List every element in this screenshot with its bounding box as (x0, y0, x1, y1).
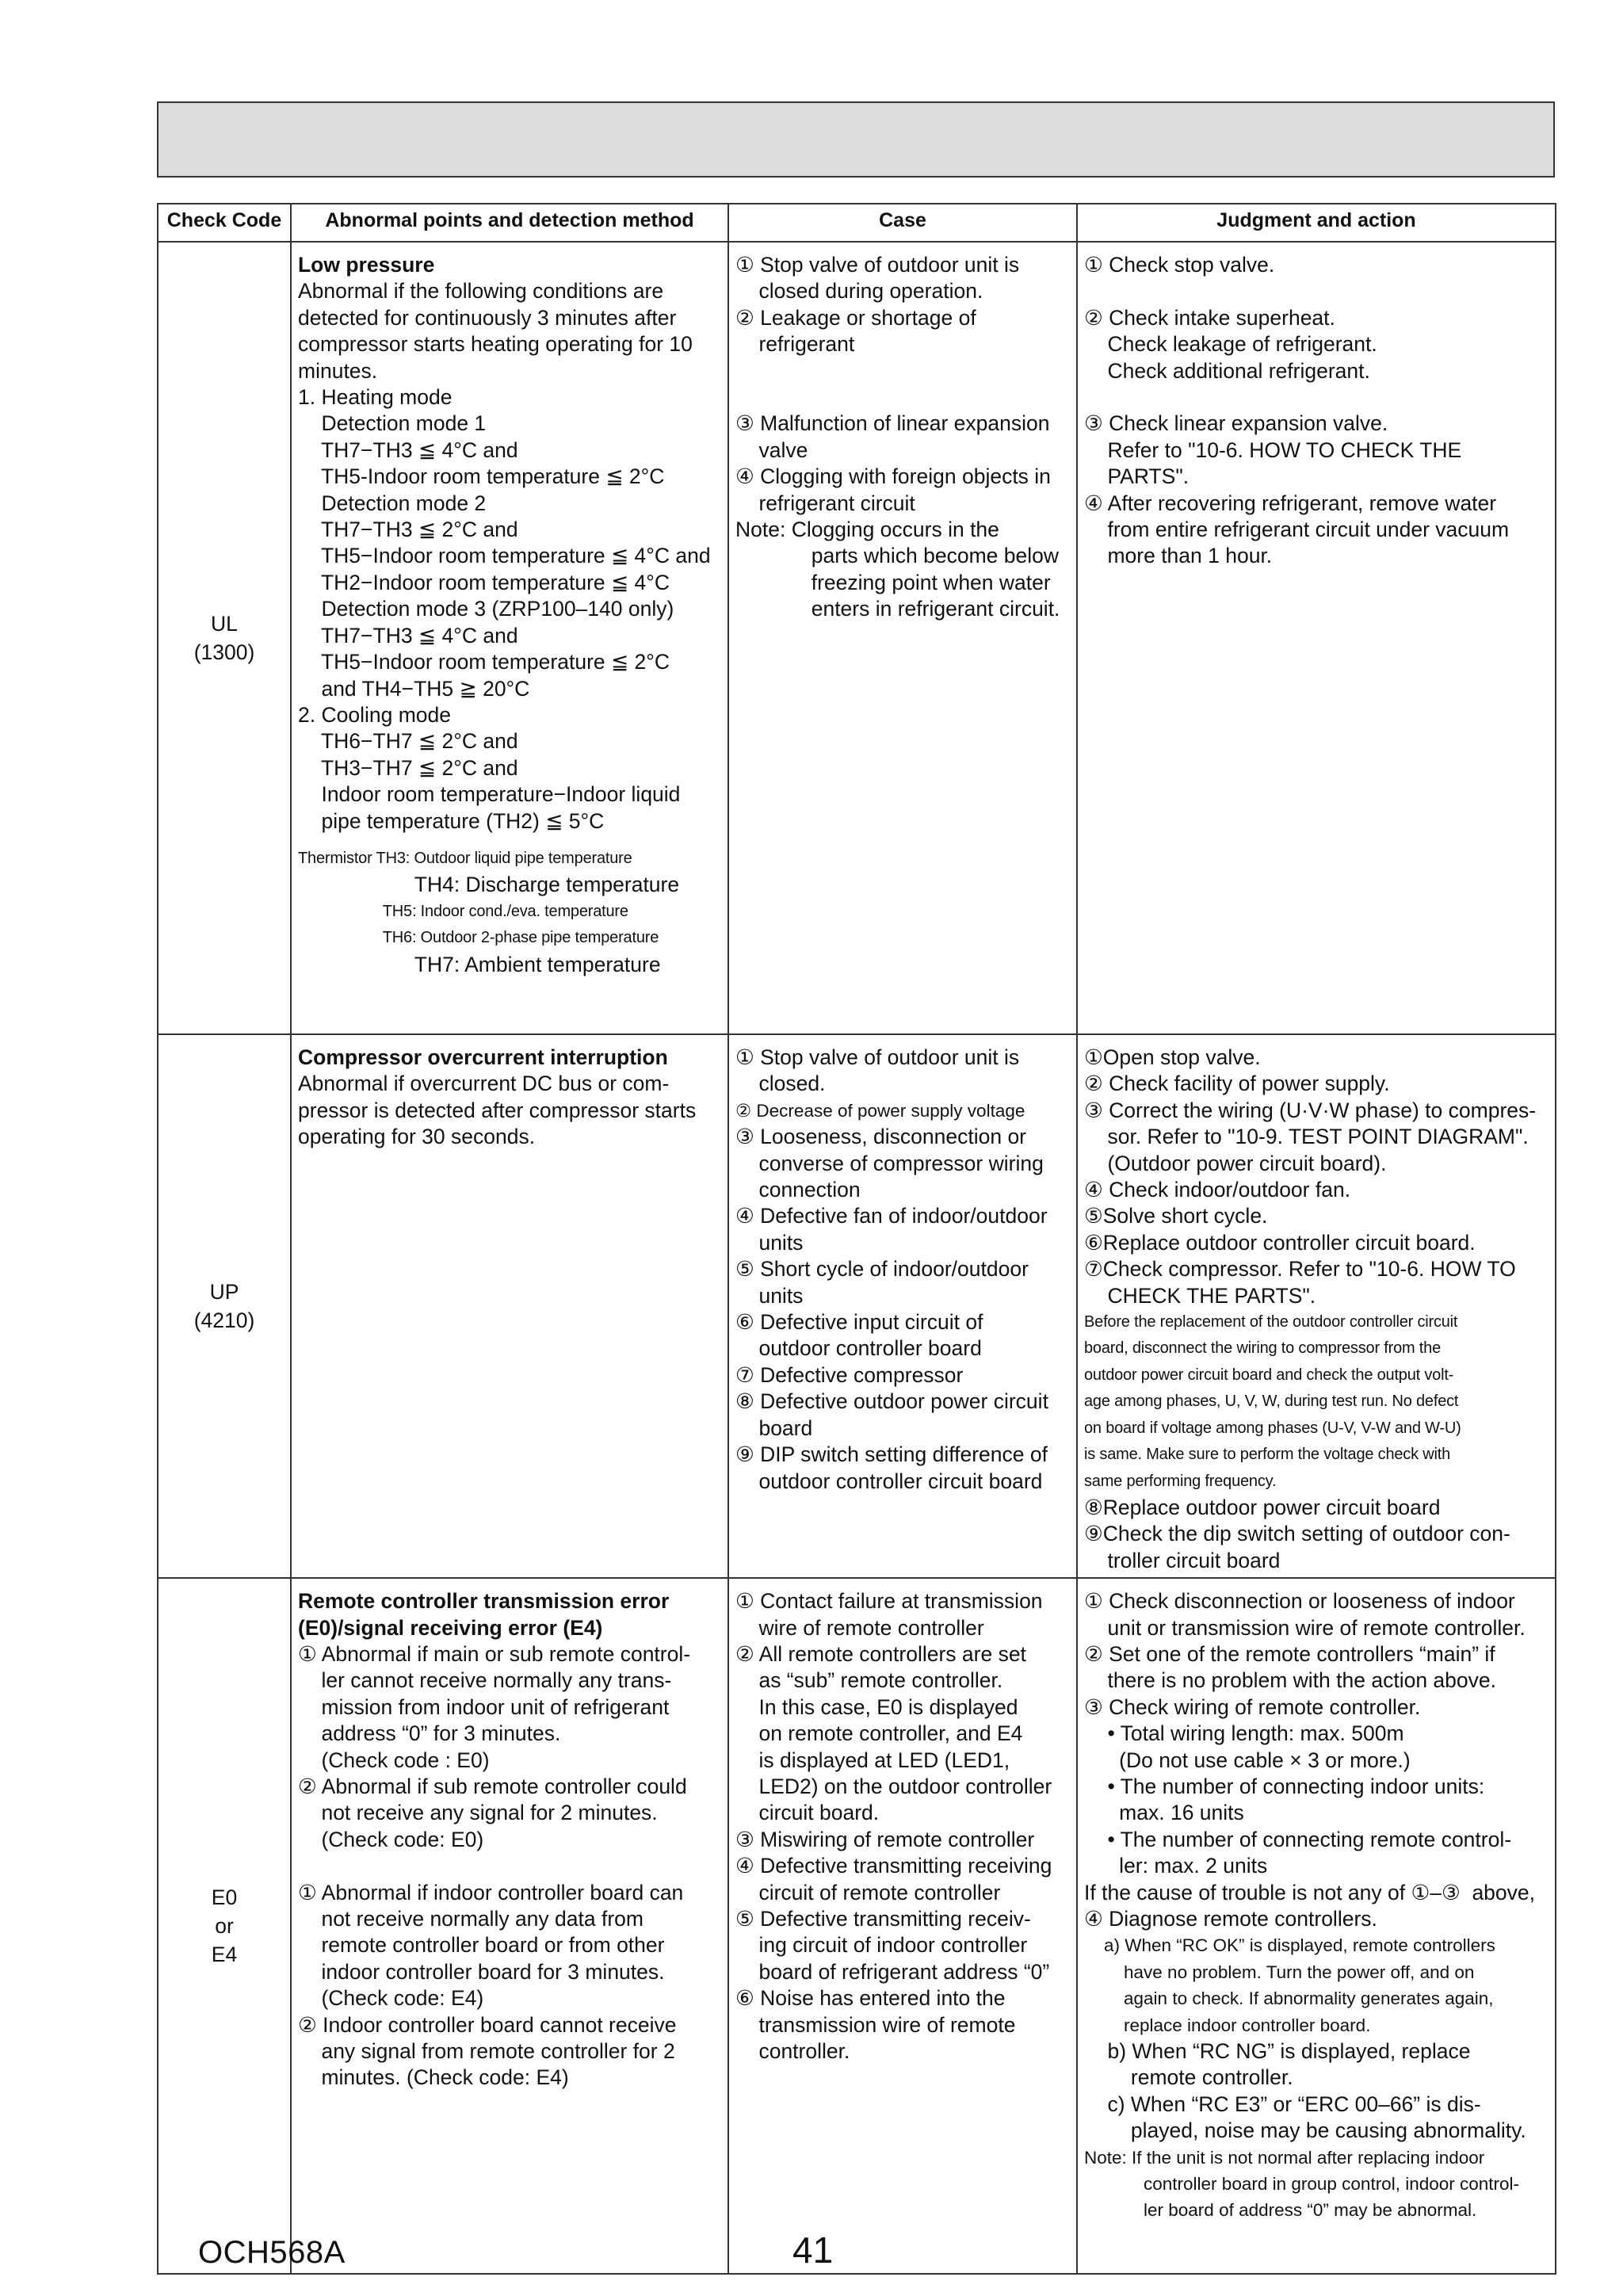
text-line: ⑤ Defective transmitting receiv- (735, 1907, 1031, 1931)
text-line: ⑦ Defective compressor (735, 1362, 964, 1387)
text-line: TH5−Indoor room temperature ≦ 4°C and (298, 544, 711, 568)
text-line: is displayed at LED (LED1, (735, 1748, 1010, 1772)
text-line: outdoor controller board (735, 1336, 982, 1361)
header-bar (157, 101, 1555, 178)
text-line: ①Open stop valve. (1084, 1045, 1261, 1069)
text-line: have no problem. Turn the power off, and on (1084, 1962, 1475, 1982)
text-line: ③ Malfunction of linear expansion (735, 411, 1050, 436)
judgment-cell (1077, 242, 1556, 1034)
text-line: ① Abnormal if main or sub remote control- (298, 1641, 691, 1666)
text-line: compressor starts heating operating for 10 (298, 332, 693, 357)
text-line: ing circuit of indoor controller (735, 1933, 1028, 1958)
text-line: controller. (735, 2039, 850, 2064)
text-line: TH5−Indoor room temperature ≦ 2°C (298, 650, 670, 674)
text-line: played, noise may be causing abnormality. (1084, 2118, 1526, 2143)
text-line: ② Set one of the remote controllers “main” if (1084, 1641, 1495, 1666)
text-line: (4210) (193, 1308, 255, 1333)
text-line: ③ Correct the wiring (U·V·W phase) to compres- (1084, 1098, 1537, 1122)
text-line: on board if voltage among phases (U-V, V-W and W-U) (1084, 1419, 1461, 1437)
text-line: board of refrigerant address “0” (735, 1959, 1050, 1984)
text-line (1084, 384, 1549, 411)
text-line (735, 358, 1070, 384)
text-line: wire of remote controller (735, 1615, 984, 1640)
text-line: more than 1 hour. (1084, 544, 1273, 568)
text-line: max. 16 units (1084, 1801, 1244, 1825)
text-line: ④ Defective transmitting receiving (735, 1854, 1052, 1878)
text-line: ler cannot receive normally any trans- (298, 1668, 672, 1693)
col-header-abnormal-points: Abnormal points and detection method (291, 204, 728, 242)
text-line: TH3−TH7 ≦ 2°C and (298, 755, 518, 780)
text-line: (Check code : E0) (298, 1748, 490, 1772)
text-line: TH7−TH3 ≦ 4°C and (298, 437, 518, 462)
table-row-ul (158, 242, 1556, 1034)
text-line: ④ Check indoor/outdoor fan. (1084, 1178, 1351, 1202)
text-line: from entire refrigerant circuit under vacuum (1084, 518, 1510, 542)
text-line: E4 (211, 1943, 238, 1967)
text-line: pipe temperature (TH2) ≦ 5°C (298, 808, 605, 833)
text-line: TH5: Indoor cond./eva. temperature (298, 902, 628, 920)
col-header-judgment: Judgment and action (1077, 204, 1556, 242)
case-cell (728, 1578, 1077, 2274)
text-line: address “0” for 3 minutes. (298, 1721, 561, 1746)
text-line: ② All remote controllers are set (735, 1641, 1026, 1666)
text-line: Abnormal if overcurrent DC bus or com- (298, 1072, 670, 1096)
text-line: troller circuit board (1084, 1548, 1281, 1572)
text-line: Compressor overcurrent interruption (298, 1045, 668, 1069)
text-line: TH7−TH3 ≦ 2°C and (298, 518, 518, 542)
text-line: units (735, 1283, 804, 1308)
text-line: ④ After recovering refrigerant, remove water (1084, 491, 1497, 515)
text-line: detected for continuously 3 minutes after (298, 305, 677, 330)
text-line: not receive any signal for 2 minutes. (298, 1801, 658, 1825)
text-line: valve (735, 437, 808, 462)
document-code: OCH568A (198, 2235, 346, 2270)
text-line: 1. Heating mode (298, 385, 453, 410)
abnormal-points-cell (291, 1034, 728, 1578)
text-line: ⑤Solve short cycle. (1084, 1204, 1268, 1228)
text-line: TH7−TH3 ≦ 4°C and (298, 623, 518, 648)
text-line: E0 (211, 1885, 238, 1910)
text-line: (Do not use cable × 3 or more.) (1084, 1748, 1411, 1772)
text-line: ① Stop valve of outdoor unit is (735, 253, 1020, 277)
text-line: Before the replacement of the outdoor controller circuit (1084, 1313, 1458, 1331)
text-line: LED2) on the outdoor controller (735, 1774, 1052, 1798)
text-line: connection (735, 1178, 861, 1202)
check-code-cell (158, 1578, 291, 2274)
text-line: ⑥Replace outdoor controller circuit board. (1084, 1230, 1476, 1255)
text-line: controller board in group control, indoor control- (1084, 2174, 1520, 2195)
text-line: ⑥ Defective input circuit of (735, 1310, 983, 1335)
text-line: ① Check stop valve. (1084, 253, 1275, 277)
text-line: units (735, 1230, 804, 1255)
text-line: CHECK THE PARTS". (1084, 1283, 1316, 1308)
troubleshooting-table (157, 203, 1556, 2275)
text-line: If the cause of trouble is not any of ①–③ above, (1084, 1880, 1536, 1904)
case-cell (728, 1034, 1077, 1578)
text-line: sor. Refer to "10-9. TEST POINT DIAGRAM". (1084, 1125, 1529, 1149)
check-code-cell (158, 1034, 291, 1578)
text-line: Thermistor TH3: Outdoor liquid pipe temperature (298, 849, 632, 867)
text-line: Check leakage of refrigerant. (1084, 332, 1377, 357)
text-line: TH4: Discharge temperature (298, 873, 680, 897)
text-line: (Check code: E0) (298, 1827, 484, 1851)
text-line: • The number of connecting remote control- (1084, 1827, 1512, 1851)
table-row-up (158, 1034, 1556, 1578)
text-line: minutes. (Check code: E4) (298, 2065, 569, 2090)
text-line: remote controller. (1084, 2065, 1293, 2090)
text-line: age among phases, U, V, W, during test run. No defect (1084, 1392, 1459, 1411)
text-line: circuit of remote controller (735, 1880, 1001, 1904)
text-line: ② Check facility of power supply. (1084, 1072, 1390, 1096)
text-line: ler: max. 2 units (1084, 1854, 1268, 1878)
text-line: Detection mode 1 (298, 411, 487, 436)
text-line: (E0)/signal receiving error (E4) (298, 1615, 603, 1640)
judgment-cell (1077, 1034, 1556, 1578)
text-line: ② Check intake superheat. (1084, 305, 1335, 330)
text-line: any signal from remote controller for 2 (298, 2039, 675, 2064)
text-line: ⑧ Defective outdoor power circuit (735, 1389, 1048, 1414)
abnormal-points-cell (291, 1578, 728, 2274)
table-row-e0-e4 (158, 1578, 1556, 2274)
text-line: Detection mode 3 (ZRP100–140 only) (298, 597, 674, 621)
text-line: ④ Defective fan of indoor/outdoor (735, 1204, 1048, 1228)
col-header-check-code: Check Code (158, 204, 291, 242)
text-line: replace indoor controller board. (1084, 2015, 1371, 2035)
text-line: TH7: Ambient temperature (298, 952, 661, 976)
text-line: closed. (735, 1072, 826, 1096)
text-line: ⑦Check compressor. Refer to "10-6. HOW TO (1084, 1257, 1516, 1282)
text-line: board (735, 1415, 813, 1440)
text-line: • Total wiring length: max. 500m (1084, 1721, 1404, 1746)
text-line: TH2−Indoor room temperature ≦ 4°C (298, 570, 670, 594)
table-header-row (158, 204, 1556, 242)
text-line: TH6: Outdoor 2-phase pipe temperature (298, 929, 659, 947)
text-line: refrigerant (735, 332, 855, 357)
text-line: ③ Miswiring of remote controller (735, 1827, 1035, 1851)
text-line: Remote controller transmission error (298, 1589, 670, 1614)
col-header-case: Case (728, 204, 1077, 242)
text-line: parts which become below (735, 544, 1059, 568)
case-cell (728, 242, 1077, 1034)
text-line: PARTS". (1084, 464, 1190, 489)
text-line (298, 1853, 721, 1879)
text-line: ⑤ Short cycle of indoor/outdoor (735, 1257, 1029, 1282)
text-line: (1300) (193, 640, 255, 664)
text-line: operating for 30 seconds. (298, 1125, 536, 1149)
text-line: freezing point when water (735, 570, 1051, 594)
text-line: Note: Clogging occurs in the (735, 518, 999, 542)
text-line: as “sub” remote controller. (735, 1668, 1003, 1693)
text-line: same performing frequency. (1084, 1472, 1277, 1490)
page-number: 41 (792, 2229, 834, 2271)
text-line: • The number of connecting indoor units: (1084, 1774, 1485, 1798)
text-line: remote controller board or from other (298, 1933, 665, 1958)
text-line: closed during operation. (735, 279, 983, 304)
text-line: on remote controller, and E4 (735, 1721, 1023, 1746)
abnormal-points-cell (291, 242, 728, 1034)
text-line: ② Decrease of power supply voltage (735, 1100, 1025, 1121)
text-line: ④ Clogging with foreign objects in (735, 464, 1051, 489)
text-line: outdoor power circuit board and check the output volt- (1084, 1366, 1454, 1384)
text-line: Refer to "10-6. HOW TO CHECK THE (1084, 437, 1462, 462)
text-line: ③ Looseness, disconnection or (735, 1125, 1027, 1149)
text-line: or (215, 1914, 234, 1939)
text-line: pressor is detected after compressor starts (298, 1098, 697, 1122)
text-line: ⑥ Noise has entered into the (735, 1986, 1006, 2011)
text-line: unit or transmission wire of remote controller. (1084, 1615, 1526, 1640)
text-line: In this case, E0 is displayed (735, 1694, 1018, 1719)
text-line: circuit board. (735, 1801, 880, 1825)
text-line: ③ Check wiring of remote controller. (1084, 1694, 1421, 1719)
text-line: board, disconnect the wiring to compressor from the (1084, 1339, 1442, 1358)
text-line: TH5-Indoor room temperature ≦ 2°C (298, 464, 665, 489)
text-line: ② Abnormal if sub remote controller could (298, 1774, 687, 1798)
text-line: ⑨Check the dip switch setting of outdoor con- (1084, 1522, 1510, 1546)
text-line: Check additional refrigerant. (1084, 358, 1370, 383)
text-line: Abnormal if the following conditions are (298, 279, 664, 304)
text-line: c) When “RC E3” or “ERC 00–66” is dis- (1084, 2092, 1481, 2116)
text-line: ⑨ DIP switch setting difference of (735, 1442, 1048, 1467)
text-line: ② Leakage or shortage of (735, 305, 976, 330)
text-line: ① Stop valve of outdoor unit is (735, 1045, 1020, 1069)
text-line (735, 384, 1070, 411)
text-line: refrigerant circuit (735, 491, 915, 515)
text-line: outdoor controller circuit board (735, 1469, 1043, 1493)
text-line: transmission wire of remote (735, 2012, 1016, 2037)
text-line: minutes. (298, 358, 378, 383)
text-line: ① Contact failure at transmission (735, 1589, 1043, 1614)
text-line: ② Indoor controller board cannot receive (298, 2012, 677, 2037)
text-line: is same. Make sure to perform the voltage check with (1084, 1446, 1451, 1464)
text-line: enters in refrigerant circuit. (735, 597, 1060, 621)
text-line: Indoor room temperature−Indoor liquid (298, 782, 681, 807)
text-line: ③ Check linear expansion valve. (1084, 411, 1388, 436)
text-line: ① Abnormal if indoor controller board can (298, 1880, 684, 1904)
text-line: and TH4−TH5 ≧ 20°C (298, 676, 530, 701)
text-line: there is no problem with the action above. (1084, 1668, 1496, 1693)
text-line: again to check. If abnormality generates again, (1084, 1988, 1494, 2009)
text-line: ⑧Replace outdoor power circuit board (1084, 1495, 1441, 1519)
judgment-cell (1077, 1578, 1556, 2274)
text-line: Detection mode 2 (298, 491, 487, 515)
text-line: TH6−TH7 ≦ 2°C and (298, 729, 518, 754)
text-line: indoor controller board for 3 minutes. (298, 1959, 665, 1984)
text-line: converse of compressor wiring (735, 1151, 1044, 1175)
text-line: (Check code: E4) (298, 1986, 484, 2011)
text-line: a) When “RC OK” is displayed, remote controllers (1084, 1935, 1495, 1956)
text-line: Note: If the unit is not normal after replacing indoor (1084, 2147, 1485, 2168)
text-line: ler board of address “0” may be abnormal. (1084, 2200, 1477, 2221)
text-line: ① Check disconnection or looseness of indoor (1084, 1589, 1515, 1614)
check-code-cell (158, 242, 291, 1034)
text-line: 2. Cooling mode (298, 702, 451, 727)
text-line: ④ Diagnose remote controllers. (1084, 1907, 1377, 1931)
text-line: b) When “RC NG” is displayed, replace (1084, 2039, 1471, 2064)
text-line (1084, 278, 1549, 304)
text-line: (Outdoor power circuit board). (1084, 1151, 1387, 1175)
text-line: not receive normally any data from (298, 1907, 643, 1931)
text-line: UP (209, 1280, 239, 1305)
text-line: UL (211, 612, 238, 636)
text-line: Low pressure (298, 253, 435, 277)
text-line: mission from indoor unit of refrigerant (298, 1694, 670, 1719)
